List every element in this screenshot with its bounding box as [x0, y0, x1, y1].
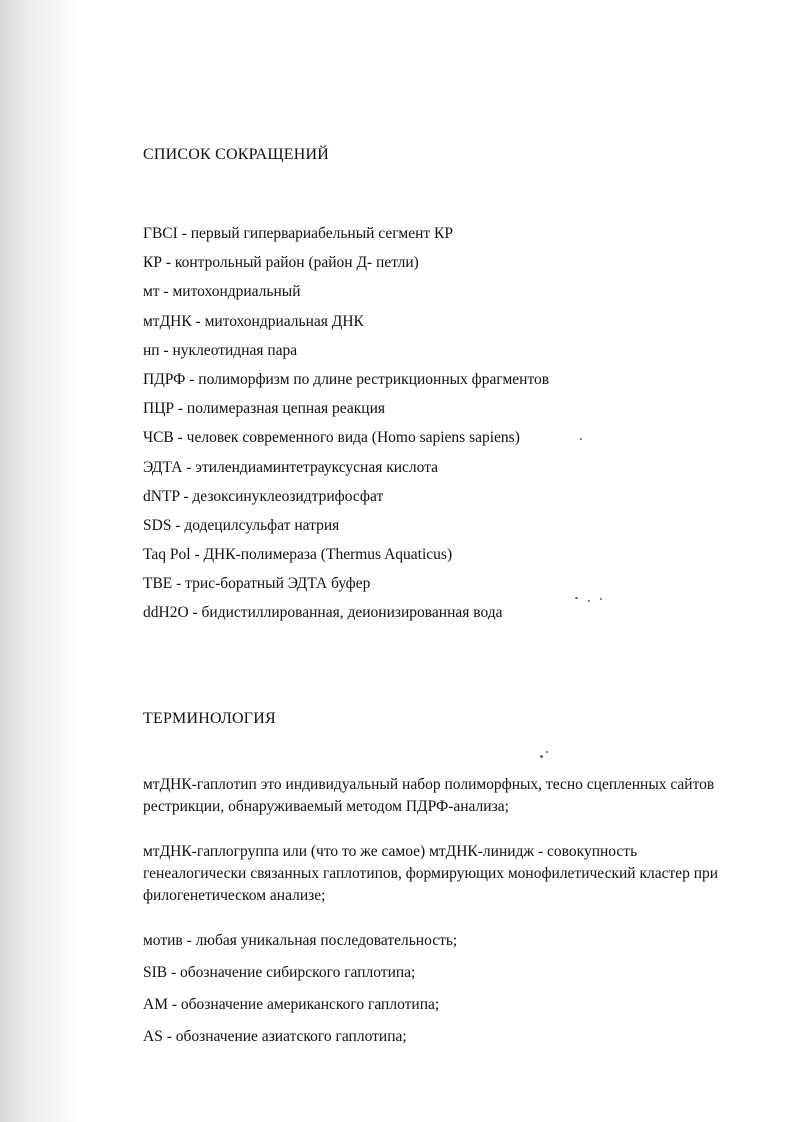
abbreviations-list [143, 224, 549, 633]
scan-speck [588, 600, 590, 602]
terminology-list [143, 774, 743, 1048]
abbreviation-item: Taq Pol - ДНК-полимераза (Thermus Aquaticus) [143, 546, 453, 564]
scan-speck [575, 597, 578, 599]
abbreviation-item: ЧСВ - человек современного вида (Homo sapiens sapiens) [143, 429, 520, 447]
abbreviation-item: dNTP - дезоксинуклеозидтрифосфат [143, 487, 384, 505]
abbreviation-item: КР - контрольный район (район Д- петли) [143, 254, 419, 272]
abbreviation-item: ПДРФ - полиморфизм по длине рестрикционных фрагментов [143, 370, 550, 388]
terminology-heading: ТЕРМИНОЛОГИЯ [143, 710, 276, 727]
term-item: мотив - любая уникальная последовательность; [143, 932, 458, 949]
term-item: мтДНК-гаплогруппа или (что то же самое) мтДНК-линидж - совокупность генеалогически связанных гаплотипов, формирующих монофилетический кластер при филогенетическом анализе; [143, 843, 719, 904]
abbreviation-item: нп - нуклеотидная пара [143, 341, 298, 359]
scan-speck [580, 438, 582, 440]
term-item: мтДНК-гаплотип это индивидуальный набор полиморфных, тесно сцепленных сайтов рестрикции, обнаруживаемый методом ПДРФ-анализа; [143, 776, 715, 815]
abbreviation-item: SDS - додецилсульфат натрия [143, 516, 340, 534]
abbreviation-item: TBE - трис-боратный ЭДТА буфер [143, 575, 371, 593]
abbreviation-item: мт - митохондриальный [143, 283, 301, 301]
abbreviation-item: ГВСI - первый гипервариабельный сегмент КР [143, 225, 453, 242]
abbreviations-heading: СПИСОК СОКРАЩЕНИЙ [143, 146, 329, 163]
scan-edge-shadow [0, 0, 82, 1122]
scan-speck [600, 598, 602, 600]
abbreviation-item: ddH2O - бидистиллированная, деионизированная вода [143, 604, 503, 622]
abbreviation-item: ЭДТА - этилендиаминтетрауксусная кислота [143, 458, 439, 476]
scan-speck [546, 751, 548, 753]
abbreviation-item: мтДНК - митохондриальная ДНК [143, 312, 364, 330]
term-item: AM - обозначение американского гаплотипа; [143, 996, 440, 1013]
term-item: SIB - обозначение сибирского гаплотипа; [143, 964, 416, 981]
abbreviation-item: ПЦР - полимеразная цепная реакция [143, 400, 386, 418]
term-item: AS - обозначение азиатского гаплотипа; [143, 1028, 407, 1045]
scan-speck [540, 755, 543, 758]
